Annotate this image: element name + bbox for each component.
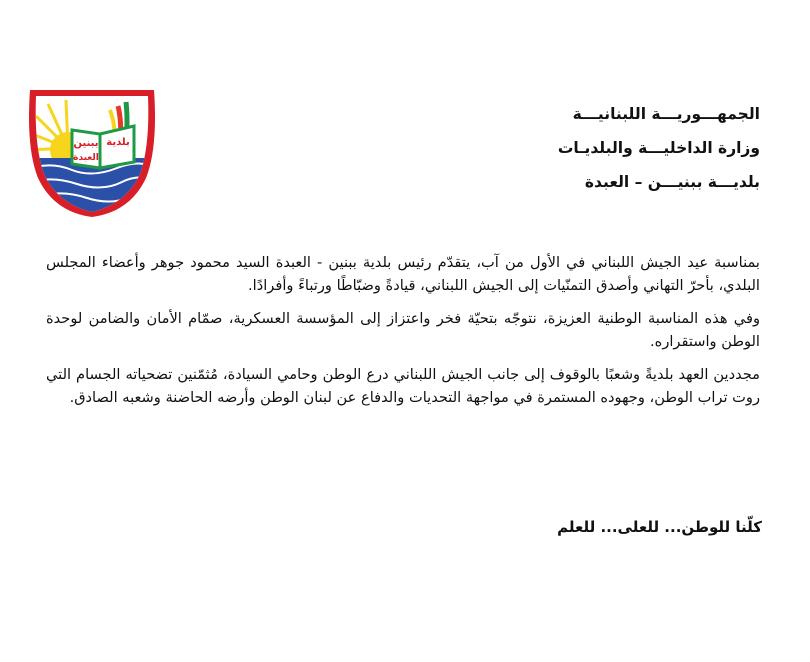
logo-text-top: بلدية — [106, 137, 130, 148]
closing-slogan: كلّنا للوطن... للعلى... للعلم — [557, 518, 762, 536]
logo-text-mid: ببنين — [73, 138, 99, 149]
header-ministry: وزارة الداخليـــة والبلديـات — [557, 139, 760, 157]
municipality-emblem-icon — [22, 86, 162, 218]
paragraph-2: وفي هذه المناسبة الوطنية العزيزة، نتوجّه بتحيّة فخر واعتزاز إلى المؤسسة العسكرية، صمّام الأمان والضامن لوحدة الوطن واستقراره. — [46, 310, 760, 350]
letter-body — [46, 252, 760, 420]
paragraph-1: بمناسبة عيد الجيش اللبناني في الأول من آب، يتقدّم رئيس بلدية ببنين - العبدة السيد محمود جوهر وأعضاء المجلس البلدي، بأحرّ التهاني وأصدق التمنّيات إلى الجيش اللبناني، قيادةً وضبّاطًا ورتباءً وأفرادًا. — [46, 254, 760, 294]
paragraph-3: مجددين العهد بلديةً وشعبًا بالوقوف إلى جانب الجيش اللبناني درع الوطن وحامي السيادة، مُثمّنين تضحياته الجسام التي روت تراب الوطن، وجهوده المستمرة في مواجهة التحديات والدفاع عن لبنان الوطن وأرضه الحاضنة وشعبه الصادق. — [46, 366, 760, 406]
logo-text-bottom: العبدة — [73, 153, 99, 163]
letterhead — [460, 97, 760, 199]
header-republic: الجمهـــوريـــة اللبنانيـــة — [572, 105, 760, 123]
header-municipality: بلديـــة ببنيـــن – العبدة — [584, 173, 760, 191]
municipality-logo — [22, 86, 162, 218]
